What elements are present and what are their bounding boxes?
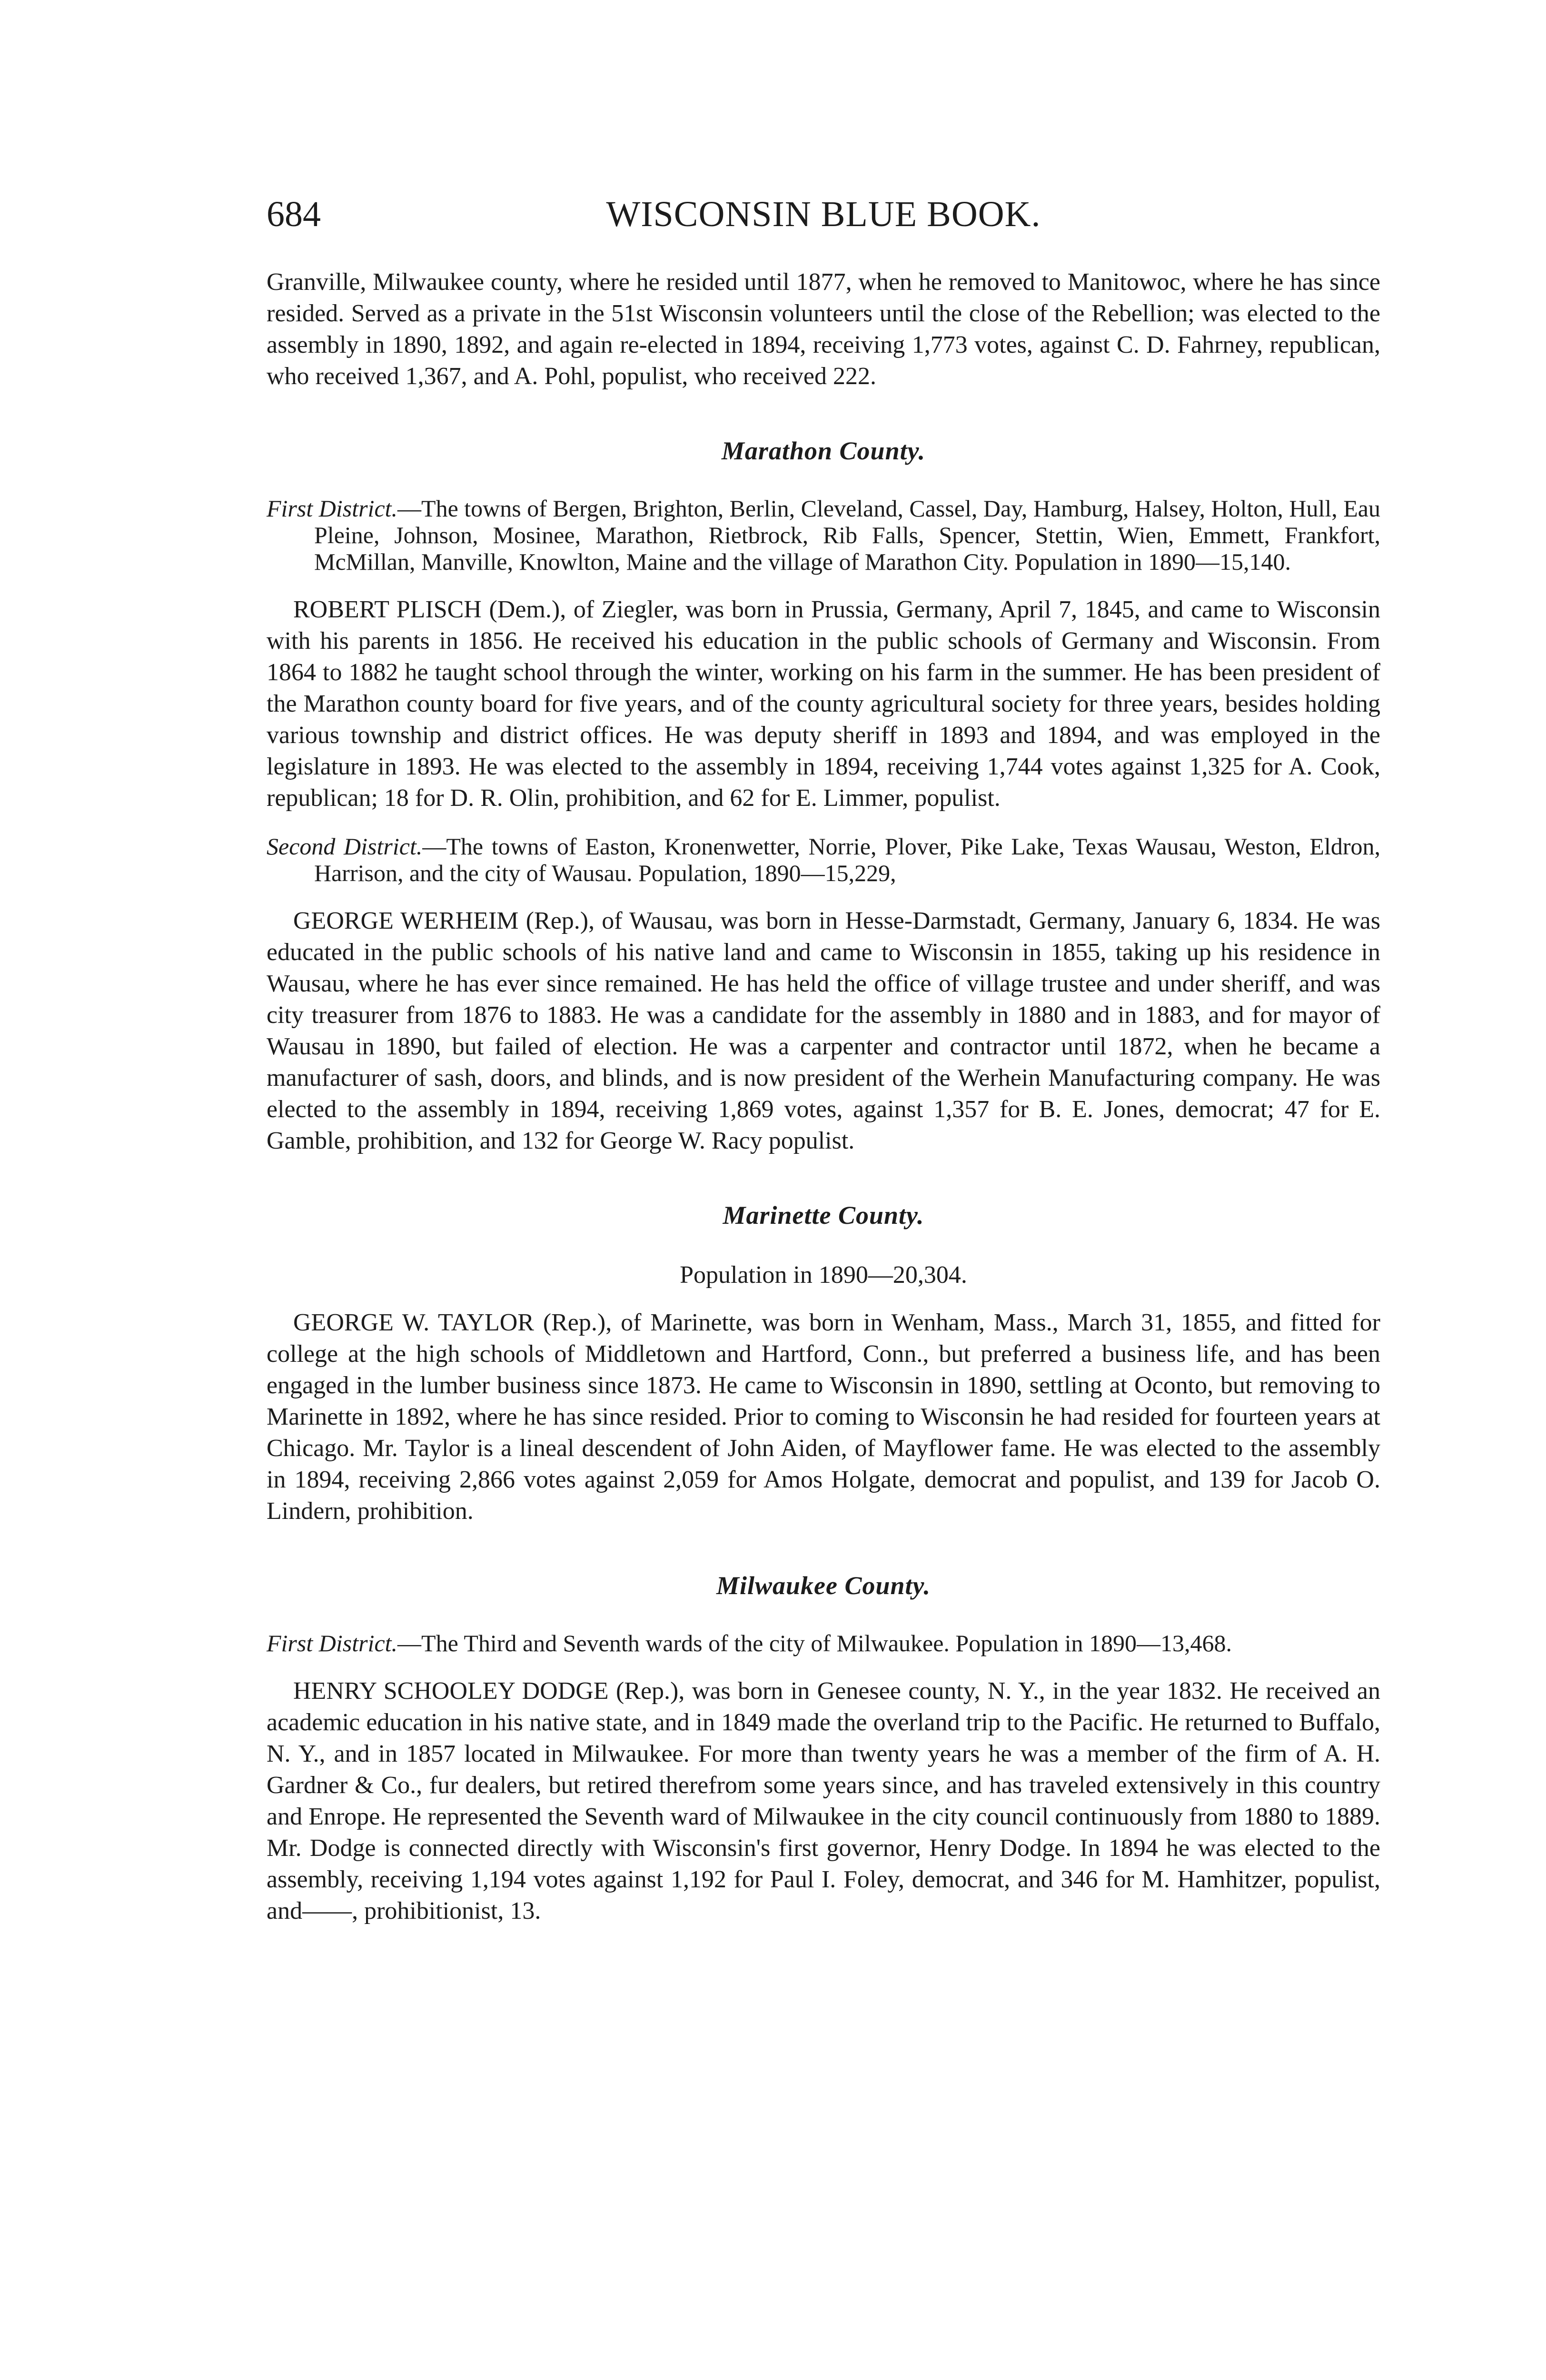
district-label: Second District.: [267, 833, 423, 860]
plisch-biography: ROBERT PLISCH (Dem.), of Ziegler, was born in Prussia, Germany, April 7, 1845, and came to Wisconsin with his parents in 1856. He received his education in the public schools of Germany and Wisconsin. From 1864 to 1882 he taught school through the winter, working on his farm in the summer. He has been president of the Marathon county board for five years, and of the county agricultural society for three years, besides holding various township and district offices. He was deputy sheriff in 1893 and 1894, and was employed in the legislature in 1893. He was elected to the assembly in 1894, receiving 1,744 votes against 1,325 for A. Cook, republican; 18 for D. R. Olin, prohibition, and 62 for E. Limmer, populist.: [267, 596, 1380, 812]
intro-paragraph: Granville, Milwaukee county, where he resided until 1877, when he removed to Manitowoc, where he has since resided. Served as a private in the 51st Wisconsin volunteers until the close of the Rebellion; was elected to the assembly in 1890, 1892, and again re-elected in 1894, receiving 1,773 votes, against C. D. Fahrney, republican, who received 1,367, and A. Pohl, populist, who received 222.: [267, 268, 1380, 390]
marinette-population: Population in 1890—20,304.: [680, 1261, 967, 1289]
district-description: —The towns of Bergen, Brighton, Berlin, Cleveland, Cassel, Day, Hamburg, Halsey, Holton, Hull, Eau Pleine, Johnson, Mosinee, Marathon, Rietbrock, Rib Falls, Spencer, Stettin, Wien, Emmett, Frankfort, McMillan, Manville, Knowlton, Maine and the village of Marathon City. Population in 1890—15,140.: [314, 495, 1380, 575]
marathon-second-district: [267, 833, 1380, 886]
running-title: WISCONSIN BLUE BOOK.: [606, 194, 1041, 234]
milwaukee-first-district: [267, 1630, 1380, 1656]
dodge-biography: HENRY SCHOOLEY DODGE (Rep.), was born in Genesee county, N. Y., in the year 1832. He received an academic education in his native state, and in 1849 made the overland trip to the Pacific. He returned to Buffalo, N. Y., and in 1857 located in Milwaukee. For more than twenty years he was a member of the firm of A. H. Gardner & Co., fur dealers, but retired therefrom some years since, and has traveled extensively in this country and Enrope. He represented the Seventh ward of Milwaukee in the city council continuously from 1880 to 1889. Mr. Dodge is connected directly with Wisconsin's first governor, Henry Dodge. In 1894 he was elected to the assembly, receiving 1,194 votes against 1,192 for Paul I. Foley, democrat, and 346 for M. Hamhitzer, populist, and——, prohibitionist, 13.: [267, 1677, 1380, 1924]
district-label: First District.: [267, 1630, 398, 1656]
district-description: —The towns of Easton, Kronenwetter, Norrie, Plover, Pike Lake, Texas Wausau, Weston, Eldron, Harrison, and the city of Wausau. Population, 1890—15,229,: [314, 833, 1381, 886]
page-number: 684: [267, 194, 321, 234]
marinette-county-heading: Marinette County.: [723, 1201, 924, 1230]
district-label: First District.: [267, 495, 398, 522]
milwaukee-county-heading: Milwaukee County.: [716, 1571, 931, 1600]
marathon-first-district: [267, 495, 1380, 575]
taylor-biography: GEORGE W. TAYLOR (Rep.), of Marinette, was born in Wenham, Mass., March 31, 1855, and fitted for college at the high schools of Middletown and Hartford, Conn., but preferred a business life, and has been engaged in the lumber business since 1873. He came to Wisconsin in 1890, settling at Oconto, but removing to Marinette in 1892, where he has since resided. Prior to coming to Wisconsin he had resided for fourteen years at Chicago. Mr. Taylor is a lineal descendent of John Aiden, of Mayflower fame. He was elected to the assembly in 1894, receiving 2,866 votes against 2,059 for Amos Holgate, democrat and populist, and 139 for Jacob O. Lindern, prohibition.: [267, 1309, 1380, 1525]
marathon-county-heading: Marathon County.: [721, 436, 926, 465]
page-header: [267, 188, 1380, 240]
page-body: [267, 267, 1380, 1927]
district-description: —The Third and Seventh wards of the city of Milwaukee. Population in 1890—13,468.: [397, 1630, 1232, 1656]
werheim-biography: GEORGE WERHEIM (Rep.), of Wausau, was born in Hesse-Darmstadt, Germany, January 6, 1834. He was educated in the public schools of his native land and came to Wisconsin in 1855, taking up his residence in Wausau, where he has ever since remained. He has held the office of village trustee and under sheriff, and was city treasurer from 1876 to 1883. He was a candidate for the assembly in 1880 and in 1883, and for mayor of Wausau in 1890, but failed of election. He was a carpenter and contractor until 1872, when he became a manufacturer of sash, doors, and blinds, and is now president of the Werhein Manufacturing company. He was elected to the assembly in 1894, receiving 1,869 votes, against 1,357 for B. E. Jones, democrat; 47 for E. Gamble, prohibition, and 132 for George W. Racy populist.: [267, 907, 1380, 1154]
